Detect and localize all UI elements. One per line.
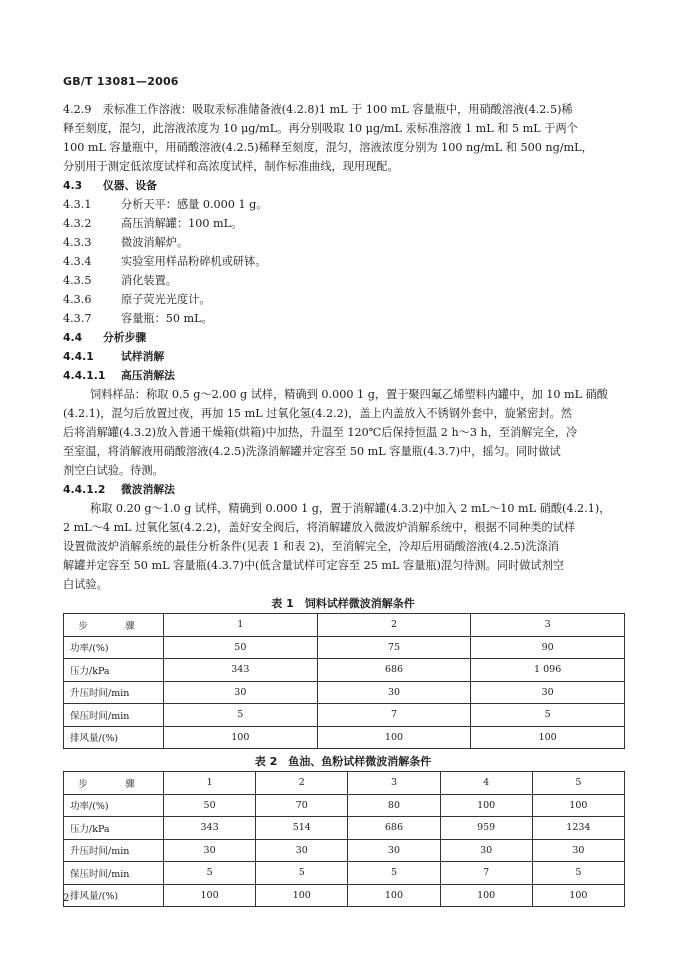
- item-text: 高压消解罐：100 mL。: [121, 217, 243, 230]
- text-line: 释至刻度，混匀，此溶液浓度为 10 μg/mL。再分别吸取 10 μg/mL 汞标准溶液 1 mL 和 5 mL 于两个: [63, 122, 578, 135]
- table-cell: 50: [164, 794, 256, 817]
- table2-caption: 表 2 鱼油、鱼粉试样微波消解条件: [254, 755, 432, 768]
- row-label-cell: 排风量/(%): [64, 726, 164, 749]
- equipment-item: [63, 195, 623, 214]
- text-line: 后将消解罐(4.3.2)放入普通干燥箱(烘箱)中加热，升温至 120℃后保持恒温 2 h～3 h，至消解完全，冷: [63, 426, 578, 439]
- table-cell: 50: [164, 636, 318, 659]
- table-cell: 5: [164, 862, 256, 885]
- table-cell: 75: [317, 636, 471, 659]
- row-label-cell: 升压时间/min: [64, 839, 164, 862]
- item-text: 微波消解炉。: [121, 236, 189, 249]
- row-label-cell: 排风量/(%): [64, 884, 164, 907]
- table-cell: 30: [348, 839, 440, 862]
- equipment-item: [63, 271, 623, 290]
- paragraph-4-2-9: [63, 100, 623, 176]
- text-line: 饲料样品：称取 0.5 g～2.00 g 试样，精确到 0.000 1 g，置于聚四氟乙烯塑料内罐中，加 10 mL 硝酸: [90, 388, 608, 401]
- section-title: 试样消解: [121, 350, 165, 363]
- item-number: 4.3.2: [63, 217, 92, 230]
- section-heading-4-4-1-1: [63, 366, 623, 385]
- table-cell: 100: [164, 884, 256, 907]
- table-cell: 100: [256, 884, 348, 907]
- table-cell: 100: [532, 884, 624, 907]
- table-cell: 686: [348, 817, 440, 840]
- table-cell: 100: [317, 726, 471, 749]
- table-cell: 1234: [532, 817, 624, 840]
- table-cell: 686: [317, 659, 471, 682]
- text-line: (4.2.1)，混匀后放置过夜，再加 15 mL 过氧化氢(4.2.2)，盖上内盖放入不锈钢外套中，旋紧密封。然: [63, 407, 572, 420]
- text-line: 解罐并定容至 50 mL 容量瓶(4.3.7)中(低含量试样可定容至 25 mL 容量瓶)混匀待测。同时做试剂空: [63, 559, 564, 572]
- section-title: 仪器、设备: [103, 179, 157, 192]
- section-number: 4.4.1.2: [63, 483, 106, 496]
- table-cell: 30: [164, 681, 318, 704]
- item-number: 4.3.1: [63, 198, 92, 211]
- table-header-cell: 2: [256, 772, 348, 795]
- item-text: 容量瓶：50 mL。: [121, 312, 213, 325]
- section-title: 分析步骤: [103, 331, 147, 344]
- table-header-cell: 1: [164, 772, 256, 795]
- document-body: [63, 100, 623, 907]
- table-row: [64, 704, 625, 727]
- table-cell: 343: [164, 817, 256, 840]
- equipment-item: [63, 214, 623, 233]
- text-line: 剂空白试验。待测。: [63, 464, 164, 477]
- table-cell: 5: [471, 704, 625, 727]
- standard-number: GB/T 13081—2006: [63, 75, 179, 88]
- equipment-item: [63, 309, 623, 328]
- text-line: 白试验。: [63, 578, 108, 591]
- table-cell: 5: [164, 704, 318, 727]
- table-row: [64, 681, 625, 704]
- table-cell: 5: [348, 862, 440, 885]
- item-number: 4.3.3: [63, 236, 92, 249]
- section-title: 微波消解法: [121, 483, 175, 496]
- table-cell: 30: [532, 839, 624, 862]
- table-cell: 30: [471, 681, 625, 704]
- table-cell: 100: [164, 726, 318, 749]
- text-line: 至室温，将消解液用硝酸溶液(4.2.5)洗涤消解罐并定容至 50 mL 容量瓶(4.3.7)中，摇匀。同时做试: [63, 445, 561, 458]
- table-cell: 514: [256, 817, 348, 840]
- item-text: 分析天平：感量 0.000 1 g。: [121, 198, 268, 211]
- table-cell: 30: [256, 839, 348, 862]
- table2-fish-microwave-conditions: [63, 771, 625, 907]
- table-row: [64, 726, 625, 749]
- row-label-cell: 保压时间/min: [64, 862, 164, 885]
- equipment-item: [63, 290, 623, 309]
- table-row: [64, 839, 625, 862]
- item-number: 4.3.5: [63, 274, 92, 287]
- section-heading-4-3: [63, 176, 623, 195]
- table-cell: 5: [532, 862, 624, 885]
- section-number: 4.3: [63, 179, 83, 192]
- table-cell: 70: [256, 794, 348, 817]
- table-header-cell: 步 骤: [64, 772, 164, 795]
- section-heading-4-4: [63, 328, 623, 347]
- table-cell: 30: [317, 681, 471, 704]
- paragraph-pressure-digestion: [63, 385, 623, 480]
- table-cell: 100: [532, 794, 624, 817]
- table-header-cell: 5: [532, 772, 624, 795]
- table-cell: 100: [440, 884, 532, 907]
- item-number: 4.3.6: [63, 293, 92, 306]
- equipment-item: [63, 252, 623, 271]
- row-label-cell: 保压时间/min: [64, 704, 164, 727]
- table-row: [64, 862, 625, 885]
- section-number: 4.4.1: [63, 350, 94, 363]
- equipment-list: [63, 195, 623, 328]
- row-label-cell: 压力/kPa: [64, 659, 164, 682]
- section-number: 4.4.1.1: [63, 369, 106, 382]
- text-line: 2 mL～4 mL 过氧化氢(4.2.2)，盖好安全阀后，将消解罐放入微波炉消解系统中，根据不同种类的试样: [63, 521, 576, 534]
- row-label-cell: 压力/kPa: [64, 817, 164, 840]
- text-line: 设置微波炉消解系统的最佳分析条件(见表 1 和表 2)，至消解完全，冷却后用硝酸溶液(4.2.5)洗涤消: [63, 540, 559, 553]
- item-text: 消化装置。: [121, 274, 177, 287]
- table-row: [64, 817, 625, 840]
- table-cell: 100: [440, 794, 532, 817]
- table-cell: 959: [440, 817, 532, 840]
- table1-caption: 表 1 饲料试样微波消解条件: [271, 597, 415, 610]
- table-cell: 30: [440, 839, 532, 862]
- table-row: [64, 659, 625, 682]
- table1-feed-microwave-conditions: [63, 613, 625, 749]
- text-line: 4.2.9 汞标准工作溶液：吸取汞标准储备液(4.2.8)1 mL 于 100 mL 容量瓶中，用硝酸溶液(4.2.5)稀: [63, 103, 573, 116]
- table-cell: 80: [348, 794, 440, 817]
- section-heading-4-4-1: [63, 347, 623, 366]
- table-cell: 5: [256, 862, 348, 885]
- table-header-cell: 1: [164, 614, 318, 637]
- table-cell: 90: [471, 636, 625, 659]
- table-header-cell: 步 骤: [64, 614, 164, 637]
- table-header-row: [64, 614, 625, 637]
- table-cell: 7: [317, 704, 471, 727]
- page-number: 2: [63, 893, 70, 904]
- table-header-cell: 3: [471, 614, 625, 637]
- text-line: 称取 0.20 g～1.0 g 试样，精确到 0.000 1 g，置于消解罐(4.3.2)中加入 2 mL～10 mL 硝酸(4.2.1)，: [90, 502, 611, 515]
- table-row: [64, 884, 625, 907]
- row-label-cell: 功率/(%): [64, 636, 164, 659]
- section-number: 4.4: [63, 331, 83, 344]
- table-cell: 100: [471, 726, 625, 749]
- table-row: [64, 794, 625, 817]
- item-number: 4.3.7: [63, 312, 92, 325]
- table-cell: 343: [164, 659, 318, 682]
- table-header-cell: 3: [348, 772, 440, 795]
- table-header-cell: 4: [440, 772, 532, 795]
- table-cell: 1 096: [471, 659, 625, 682]
- table-header-cell: 2: [317, 614, 471, 637]
- section-title: 高压消解法: [121, 369, 175, 382]
- table-header-row: [64, 772, 625, 795]
- text-line: 分别用于测定低浓度试样和高浓度试样，制作标准曲线，现用现配。: [63, 160, 399, 173]
- item-text: 原子荧光光度计。: [121, 293, 211, 306]
- table-cell: 7: [440, 862, 532, 885]
- text-line: 100 mL 容量瓶中，用硝酸溶液(4.2.5)稀释至刻度，混匀，溶液浓度分别为 100 ng/mL 和 500 ng/mL，: [63, 141, 593, 154]
- table-row: [64, 636, 625, 659]
- equipment-item: [63, 233, 623, 252]
- paragraph-microwave-digestion: [63, 499, 623, 594]
- item-number: 4.3.4: [63, 255, 92, 268]
- item-text: 实验室用样品粉碎机或研钵。: [121, 255, 267, 268]
- row-label-cell: 升压时间/min: [64, 681, 164, 704]
- row-label-cell: 功率/(%): [64, 794, 164, 817]
- table-cell: 100: [348, 884, 440, 907]
- section-heading-4-4-1-2: [63, 480, 623, 499]
- table-cell: 30: [164, 839, 256, 862]
